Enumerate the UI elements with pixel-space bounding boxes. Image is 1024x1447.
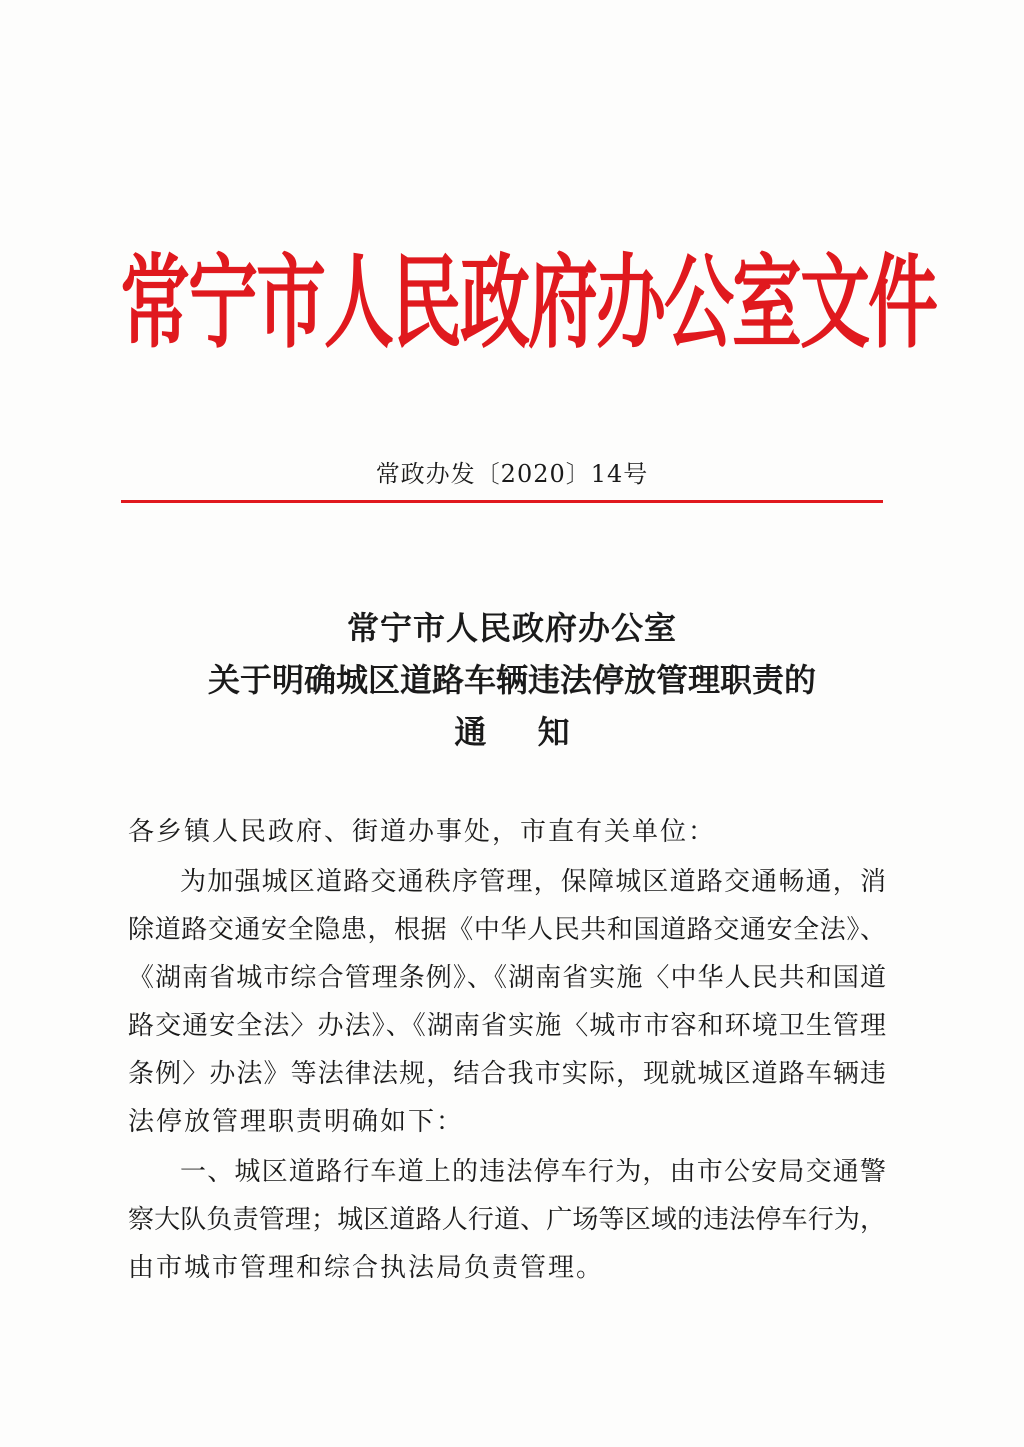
body-line: 察大队负责管理；城区道路人行道、广场等区域的违法停车行为， (128, 1205, 886, 1235)
body-line: 法停放管理职责明确如下： (128, 1107, 465, 1137)
masthead-title: 常宁市人民政府办公室文件 (120, 243, 936, 363)
body-line: 路交通安全法〉办法》、《湖南省实施〈城市市容和环境卫生管理 (128, 1011, 886, 1041)
salutation: 各乡镇人民政府、街道办事处，市直有关单位： (128, 817, 717, 847)
document-number: 常政办发〔2020〕14号 (375, 460, 649, 488)
red-divider-line (121, 500, 883, 503)
body-line: 条例〉办法》等法律法规，结合我市实际，现就城区道路车辆违 (128, 1059, 886, 1089)
body-line: 除道路交通安全隐患，根据《中华人民共和国道路交通安全法》、 (128, 915, 886, 945)
body-line: 《湖南省城市综合管理条例》、《湖南省实施〈中华人民共和国道 (128, 963, 886, 993)
notice-title-line-2: 关于明确城区道路车辆违法停放管理职责的 (207, 661, 816, 699)
notice-title-line-1: 常宁市人民政府办公室 (346, 609, 677, 647)
notice-title-line-3: 通 知 (454, 713, 590, 751)
body-line: 一、城区道路行车道上的违法停车行为，由市公安局交通警 (180, 1157, 886, 1187)
body-line: 为加强城区道路交通秩序管理，保障城区道路交通畅通，消 (180, 867, 886, 897)
body-line: 由市城市管理和综合执法局负责管理。 (128, 1253, 605, 1283)
